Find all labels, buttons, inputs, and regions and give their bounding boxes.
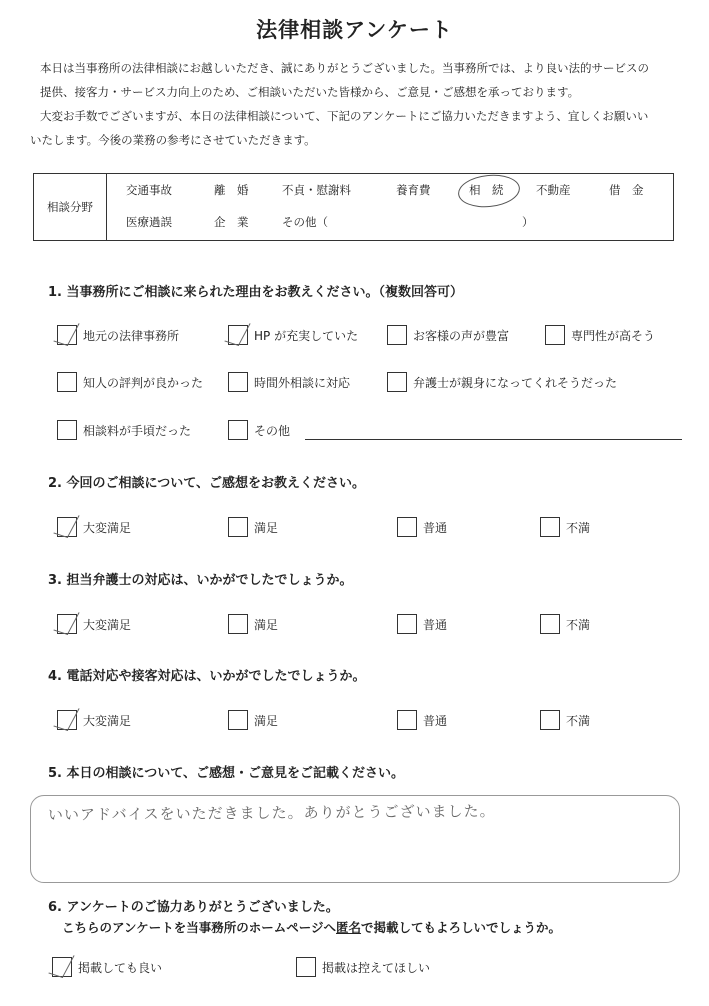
q2-option-very-satisfied[interactable]: 大変満足 [57, 517, 131, 537]
checkbox[interactable] [387, 325, 407, 345]
q3-option-very-satisfied[interactable]: 大変満足 [57, 614, 131, 634]
anonymous-text: 匿名 [336, 920, 362, 935]
question-3-title: 3. 担当弁護士の対応は、いかがでしたでしょうか。 [48, 573, 353, 588]
q1-option-homepage[interactable]: HP が充実していた [228, 325, 358, 345]
question-4-title: 4. 電話対応や接客対応は、いかがでしたでしょうか。 [48, 669, 366, 684]
category-header: 相談分野 [34, 174, 107, 240]
category-divorce[interactable]: 離 婚 [214, 183, 249, 197]
category-medical[interactable]: 医療過誤 [126, 215, 172, 229]
q1-option-local-firm[interactable]: 地元の法律事務所 [57, 325, 179, 345]
q3-option-satisfied[interactable]: 満足 [228, 614, 278, 634]
checkbox[interactable] [57, 325, 77, 345]
checkbox[interactable] [540, 614, 560, 634]
checkbox[interactable] [397, 710, 417, 730]
question-5-title: 5. 本日の相談について、ご感想・ご意見をご記載ください。 [48, 766, 404, 781]
category-affair[interactable]: 不貞・慰謝料 [282, 183, 351, 197]
checkbox[interactable] [57, 372, 77, 392]
checkbox[interactable] [228, 710, 248, 730]
q4-option-neutral[interactable]: 普通 [397, 710, 447, 730]
q1-option-other[interactable]: その他 [228, 420, 290, 440]
checkbox[interactable] [387, 372, 407, 392]
checkbox[interactable] [540, 710, 560, 730]
category-corporate[interactable]: 企 業 [214, 215, 249, 229]
question-1-title: 1. 当事務所にご相談に来られた理由をお教えください。（複数回答可） [48, 285, 464, 300]
q2-option-satisfied[interactable]: 満足 [228, 517, 278, 537]
q4-option-dissatisfied[interactable]: 不満 [540, 710, 590, 730]
q1-other-input-line[interactable] [305, 439, 682, 440]
question-6-title: 6. アンケートのご協力ありがとうございました。 [48, 900, 339, 915]
intro-line: 提供、接客力・サービス力向上のため、ご相談いただいた皆様から、ご意見・ご感想を承っております。 [40, 85, 580, 99]
q4-option-very-satisfied[interactable]: 大変満足 [57, 710, 131, 730]
category-real-estate[interactable]: 不動産 [536, 183, 571, 197]
checkbox[interactable] [545, 325, 565, 345]
q1-option-after-hours[interactable]: 時間外相談に対応 [228, 372, 350, 392]
q1-option-reviews[interactable]: お客様の声が豊富 [387, 325, 509, 345]
q1-option-expertise[interactable]: 専門性が高そう [545, 325, 655, 345]
checkbox[interactable] [540, 517, 560, 537]
category-traffic[interactable]: 交通事故 [126, 183, 172, 197]
q2-option-neutral[interactable]: 普通 [397, 517, 447, 537]
q6-option-decline[interactable]: 掲載は控えてほしい [296, 957, 430, 977]
page-title: 法律相談アンケート [256, 18, 453, 42]
q1-option-caring-lawyer[interactable]: 弁護士が親身になってくれそうだった [387, 372, 617, 392]
checkbox[interactable] [397, 614, 417, 634]
checkbox[interactable] [57, 710, 77, 730]
checkbox[interactable] [397, 517, 417, 537]
checkbox[interactable] [228, 372, 248, 392]
category-child-support[interactable]: 養育費 [396, 183, 431, 197]
q3-option-dissatisfied[interactable]: 不満 [540, 614, 590, 634]
intro-line: 本日は当事務所の法律相談にお越しいただき、誠にありがとうございました。当事務所では、より良い法的サービスの [40, 61, 650, 75]
q1-option-affordable-fee[interactable]: 相談料が手頃だった [57, 420, 191, 440]
category-table [33, 173, 674, 241]
checkbox[interactable] [57, 517, 77, 537]
q2-option-dissatisfied[interactable]: 不満 [540, 517, 590, 537]
q4-option-satisfied[interactable]: 満足 [228, 710, 278, 730]
checkbox[interactable] [57, 614, 77, 634]
intro-text [30, 56, 680, 152]
intro-line: いたします。今後の業務の参考にさせていただきます。 [30, 133, 316, 147]
checkbox[interactable] [228, 420, 248, 440]
checkbox[interactable] [296, 957, 316, 977]
publish-question: こちらのアンケートを当事務所のホームページへ匿名で掲載してもよろしいでしょうか。 [62, 920, 562, 935]
checkbox[interactable] [228, 325, 248, 345]
question-2-title: 2. 今回のご相談について、ご感想をお教えください。 [48, 476, 365, 491]
checkbox[interactable] [228, 614, 248, 634]
category-debt[interactable]: 借 金 [609, 183, 644, 197]
checkbox[interactable] [57, 420, 77, 440]
checkbox[interactable] [228, 517, 248, 537]
q6-option-allow[interactable]: 掲載しても良い [52, 957, 162, 977]
category-inheritance[interactable]: 相 続 [469, 183, 504, 197]
intro-line: 大変お手数でございますが、本日の法律相談について、下記のアンケートにご協力いただきますよう、宜しくお願いい [40, 109, 649, 123]
category-other[interactable]: その他（ [282, 215, 328, 229]
checkbox[interactable] [52, 957, 72, 977]
comment-handwriting: いいアドバイスをいただきました。ありがとうございました。 [47, 802, 496, 824]
category-other-close: ） [522, 215, 534, 229]
q1-option-reputation[interactable]: 知人の評判が良かった [57, 372, 203, 392]
q3-option-neutral[interactable]: 普通 [397, 614, 447, 634]
